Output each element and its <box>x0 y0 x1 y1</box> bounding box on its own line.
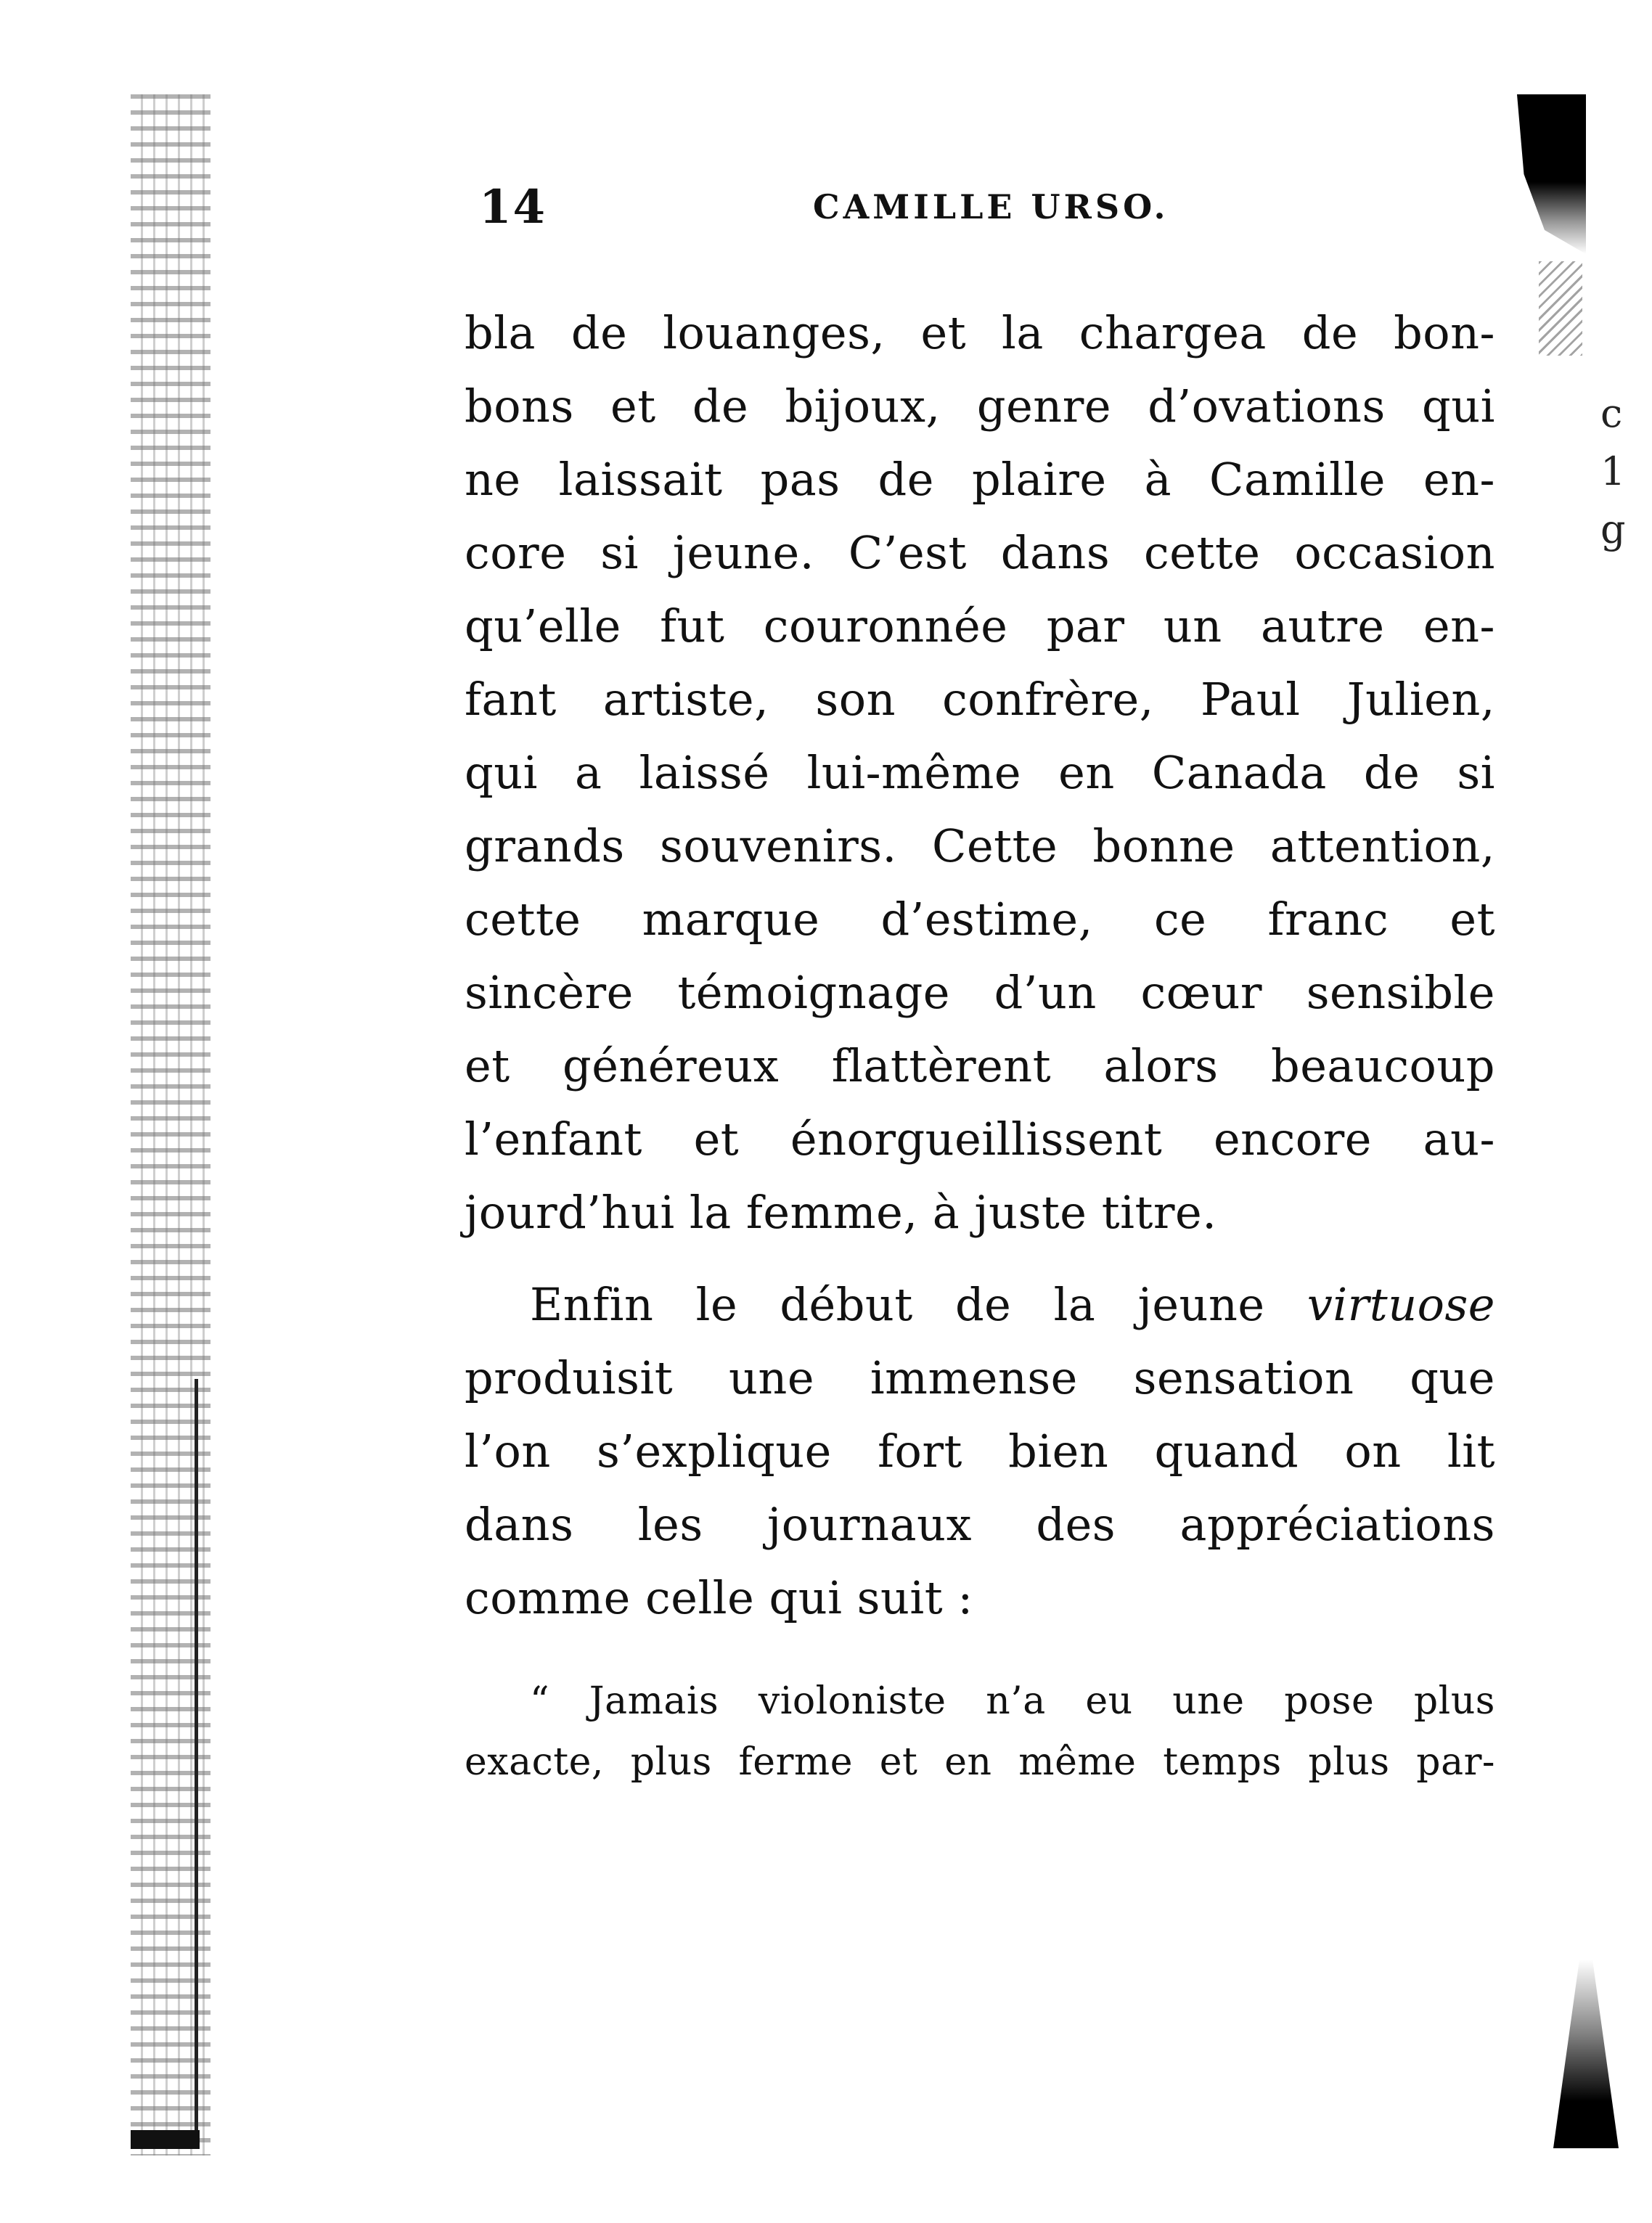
block-quote <box>465 1671 1495 1793</box>
text-line: jourd’hui la femme, à juste titre. <box>465 1186 1217 1239</box>
text-line: dans les journaux des appréciations <box>465 1498 1495 1551</box>
text-line: l’on s’explique fort bien quand on lit <box>465 1425 1495 1478</box>
text-run: Enfin le début de la jeune <box>530 1278 1265 1331</box>
binding-edge-foot <box>131 2130 200 2149</box>
page-edge-speckle <box>1539 261 1582 356</box>
text-line: cette marque d’estime, ce franc et <box>465 893 1495 946</box>
facing-page-glyphs <box>1600 385 1644 559</box>
running-head <box>479 180 1256 238</box>
text-line: l’enfant et énorgueillissent encore au- <box>465 1113 1495 1166</box>
page-edge-shadow-top <box>1517 94 1586 254</box>
body-text <box>465 296 1495 1793</box>
text-line: sincère témoignage d’un cœur sensible <box>465 966 1495 1019</box>
binding-edge-line <box>195 1379 198 2148</box>
text-line: comme celle qui suit : <box>465 1571 973 1624</box>
text-line: core si jeune. C’est dans cette occasion <box>465 526 1495 579</box>
facing-page-glyph: g <box>1600 507 1626 552</box>
quote-gap <box>465 1634 1495 1671</box>
paragraph-1 <box>465 296 1495 1249</box>
paragraph-2 <box>465 1268 1495 1634</box>
text-line: ne laissait pas de plaire à Camille en- <box>465 453 1495 506</box>
running-title: CAMILLE URSO. <box>813 187 1169 226</box>
italic-word: virtuose <box>1307 1278 1495 1331</box>
text-line: bons et de bijoux, genre d’ovations qui <box>465 380 1495 433</box>
text-line <box>465 1268 1495 1341</box>
binding-gutter-left <box>131 94 210 2156</box>
text-line: qui a laissé lui-même en Canada de si <box>465 746 1495 799</box>
facing-page-glyph: c <box>1600 390 1623 436</box>
text-line: qu’elle fut couronnée par un autre en- <box>465 599 1495 652</box>
text-line: bla de louanges, et la chargea de bon- <box>465 306 1495 359</box>
text-line: produisit une immense sensation que <box>465 1351 1495 1404</box>
text-line: grands souvenirs. Cette bonne attention, <box>465 819 1495 872</box>
page-edge-shadow-bottom <box>1553 1960 1619 2148</box>
quote-line: exacte, plus ferme et en même temps plus par- <box>465 1740 1495 1784</box>
quote-line: “ Jamais violoniste n’a eu une pose plus <box>530 1679 1495 1723</box>
page-number: 14 <box>479 180 547 234</box>
facing-page-glyph: 1 <box>1600 449 1626 494</box>
paragraph-gap <box>465 1249 1495 1268</box>
text-line: fant artiste, son confrère, Paul Julien, <box>465 673 1495 726</box>
text-line: et généreux flattèrent alors beaucoup <box>465 1039 1495 1092</box>
